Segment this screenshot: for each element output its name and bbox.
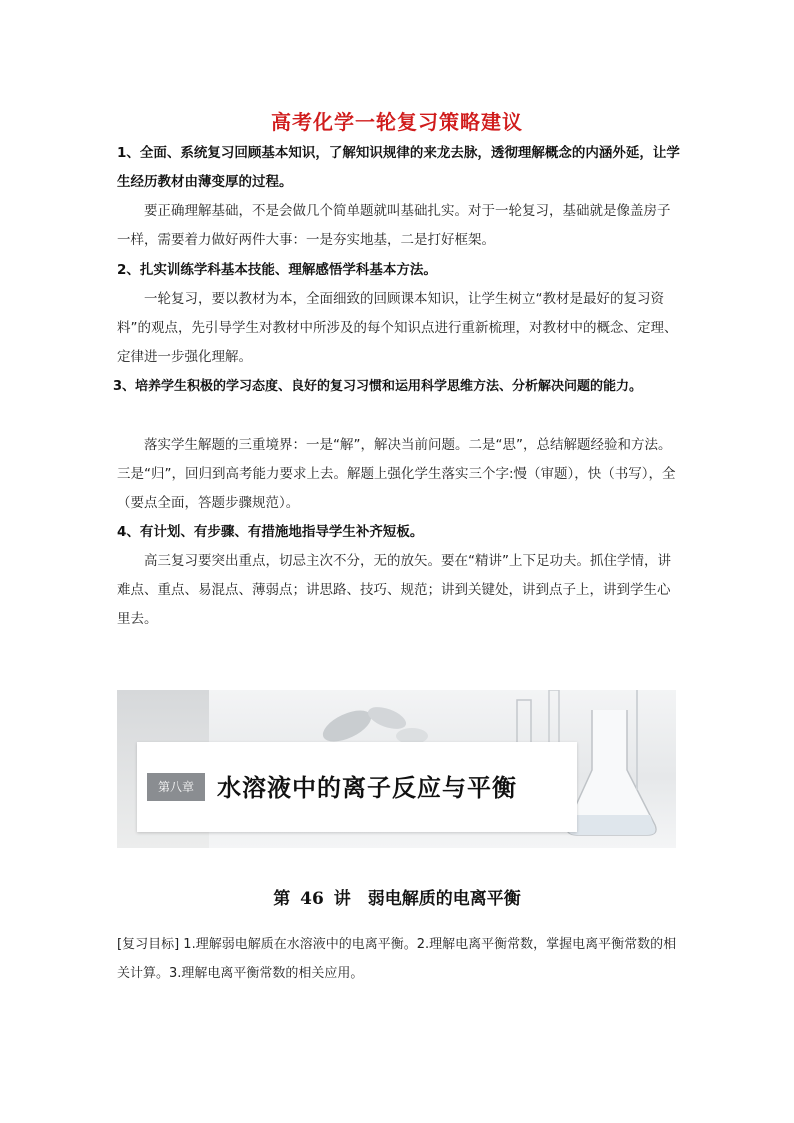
- review-goals-label: [复习目标]: [117, 937, 180, 952]
- review-goals: [117, 930, 683, 988]
- chapter-title: 水溶液中的离子反应与平衡: [217, 774, 517, 802]
- section-2-heading: 2、扎实训练学科基本技能、理解感悟学科基本方法。: [117, 262, 437, 278]
- section-3-body: 落实学生解题的三重境界：一是“解”，解决当前问题。二是“思”，总结解题经验和方法。三是“归”，回归到高考能力要求上去。解题上强化学生落实三个字:慢（审题），快（书写），全（要点全面，答题步骤规范）。: [117, 437, 676, 511]
- page-title: 高考化学一轮复习策略建议: [271, 110, 523, 134]
- section-4-heading: 4、有计划、有步骤、有措施地指导学生补齐短板。: [117, 524, 424, 540]
- section-2-body: 一轮复习，要以教材为本，全面细致的回顾课本知识，让学生树立“教材是最好的复习资料”的观点，先引导学生对教材中所涉及的每个知识点进行重新梳理，对教材中的概念、定理、定律进一步强化理解。: [117, 291, 678, 365]
- section-4-body: 高三复习要突出重点，切忌主次不分，无的放矢。要在“精讲”上下足功夫。抓住学情，讲难点、重点、易混点、薄弱点；讲思路、技巧、规范；讲到关键处，讲到点子上，讲到学生心里去。: [117, 553, 671, 627]
- section-3-heading: 3、培养学生积极的学习态度、良好的复习习惯和运用科学思维方法、分析解决问题的能力。: [113, 379, 643, 394]
- lecture-title: 第 46 讲 弱电解质的电离平衡: [273, 889, 521, 909]
- chapter-banner: [117, 690, 676, 848]
- chapter-badge: 第八章: [147, 773, 205, 801]
- review-goals-text: 1.理解弱电解质在水溶液中的电离平衡。2.理解电离平衡常数，掌握电离平衡常数的相关计算。3.理解电离平衡常数的相关应用。: [117, 937, 677, 981]
- section-1-heading: 1、全面、系统复习回顾基本知识，了解知识规律的来龙去脉，透彻理解概念的内涵外延，让学生经历教材由薄变厚的过程。: [117, 145, 680, 190]
- section-1-body: 要正确理解基础，不是会做几个简单题就叫基础扎实。对于一轮复习，基础就是像盖房子一样，需要着力做好两件大事：一是夯实地基，二是打好框架。: [117, 203, 671, 248]
